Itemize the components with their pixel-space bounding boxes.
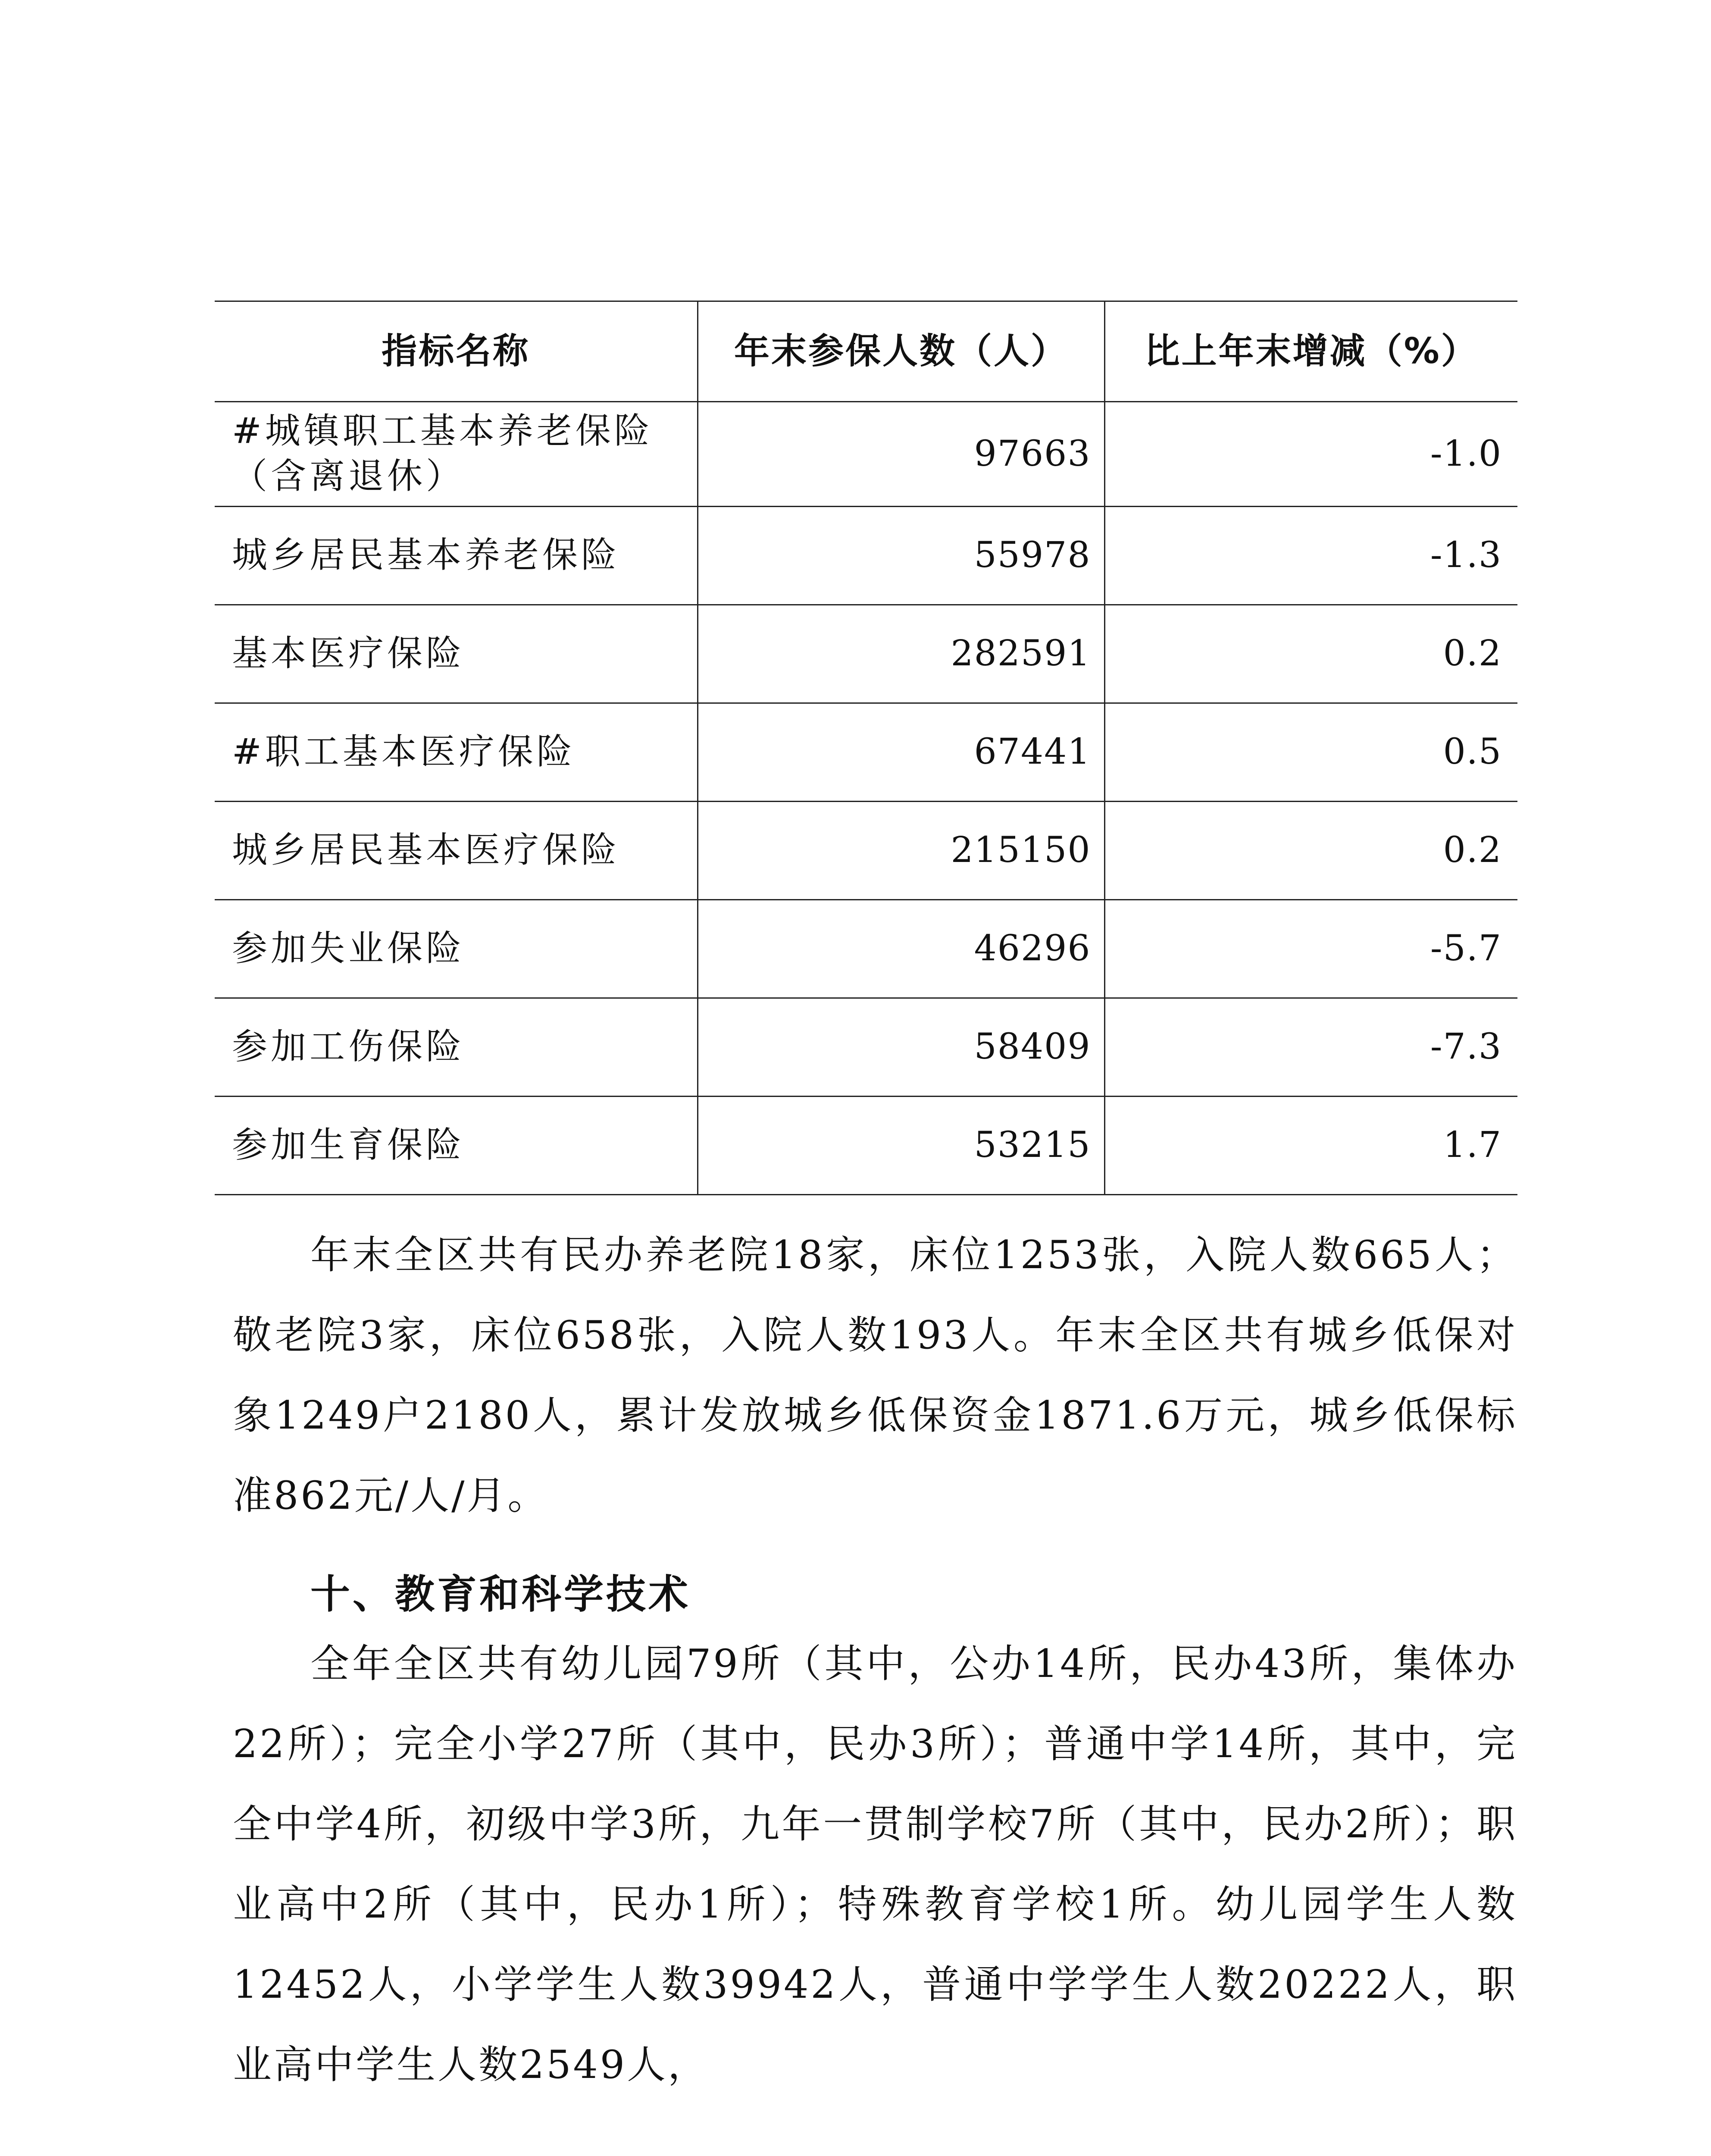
table-row <box>215 900 1517 998</box>
indicator-name: 城乡居民基本养老保险 <box>215 507 698 605</box>
change-percent: 0.2 <box>1104 802 1517 900</box>
insured-count: 215150 <box>698 802 1104 900</box>
change-percent: 0.5 <box>1104 703 1517 802</box>
welfare-paragraph: 年末全区共有民办养老院18家，床位1253张，入院人数665人；敬老院3家，床位658张，入院人数193人。年末全区共有城乡低保对象1249户2180人，累计发放城乡低保资金1871.6万元，城乡低保标准862元/人/月。 <box>233 1232 1517 1518</box>
change-percent: -1.0 <box>1104 402 1517 507</box>
indicator-name: #城镇职工基本养老保险（含离退休） <box>215 402 698 507</box>
table-header-row <box>215 301 1517 402</box>
insured-count: 55978 <box>698 507 1104 605</box>
header-indicator-name: 指标名称 <box>215 301 698 402</box>
social-insurance-table <box>215 301 1517 1195</box>
change-percent: 1.7 <box>1104 1097 1517 1195</box>
indicator-name: 基本医疗保险 <box>215 605 698 703</box>
table-row <box>215 998 1517 1097</box>
insured-count: 67441 <box>698 703 1104 802</box>
table-row <box>215 802 1517 900</box>
table-row <box>215 402 1517 507</box>
header-insured-count: 年末参保人数（人） <box>698 301 1104 402</box>
change-percent: 0.2 <box>1104 605 1517 703</box>
insured-count: 46296 <box>698 900 1104 998</box>
indicator-name: #职工基本医疗保险 <box>215 703 698 802</box>
insured-count: 97663 <box>698 402 1104 507</box>
insured-count: 282591 <box>698 605 1104 703</box>
education-paragraph: 全年全区共有幼儿园79所（其中，公办14所，民办43所，集体办22所）；完全小学27所（其中，民办3所）；普通中学14所，其中，完全中学4所，初级中学3所，九年一贯制学校7所（其中，民办2所）；职业高中2所（其中，民办1所）；特殊教育学校1所。幼儿园学生人数12452人，小学学生人数39942人，普通中学学生人数20222人，职业高中学生人数2549人， <box>233 1641 1517 2087</box>
table-row <box>215 1097 1517 1195</box>
indicator-name: 参加生育保险 <box>215 1097 698 1195</box>
section-heading: 十、教育和科学技术 <box>310 1571 691 1617</box>
change-percent: -5.7 <box>1104 900 1517 998</box>
change-percent: -1.3 <box>1104 507 1517 605</box>
change-percent: -7.3 <box>1104 998 1517 1097</box>
header-change-percent: 比上年末增减（%） <box>1104 301 1517 402</box>
table-row <box>215 507 1517 605</box>
indicator-name: 参加工伤保险 <box>215 998 698 1097</box>
indicator-name: 城乡居民基本医疗保险 <box>215 802 698 900</box>
table-row <box>215 703 1517 802</box>
insured-count: 58409 <box>698 998 1104 1097</box>
indicator-name: 参加失业保险 <box>215 900 698 998</box>
table-row <box>215 605 1517 703</box>
insured-count: 53215 <box>698 1097 1104 1195</box>
